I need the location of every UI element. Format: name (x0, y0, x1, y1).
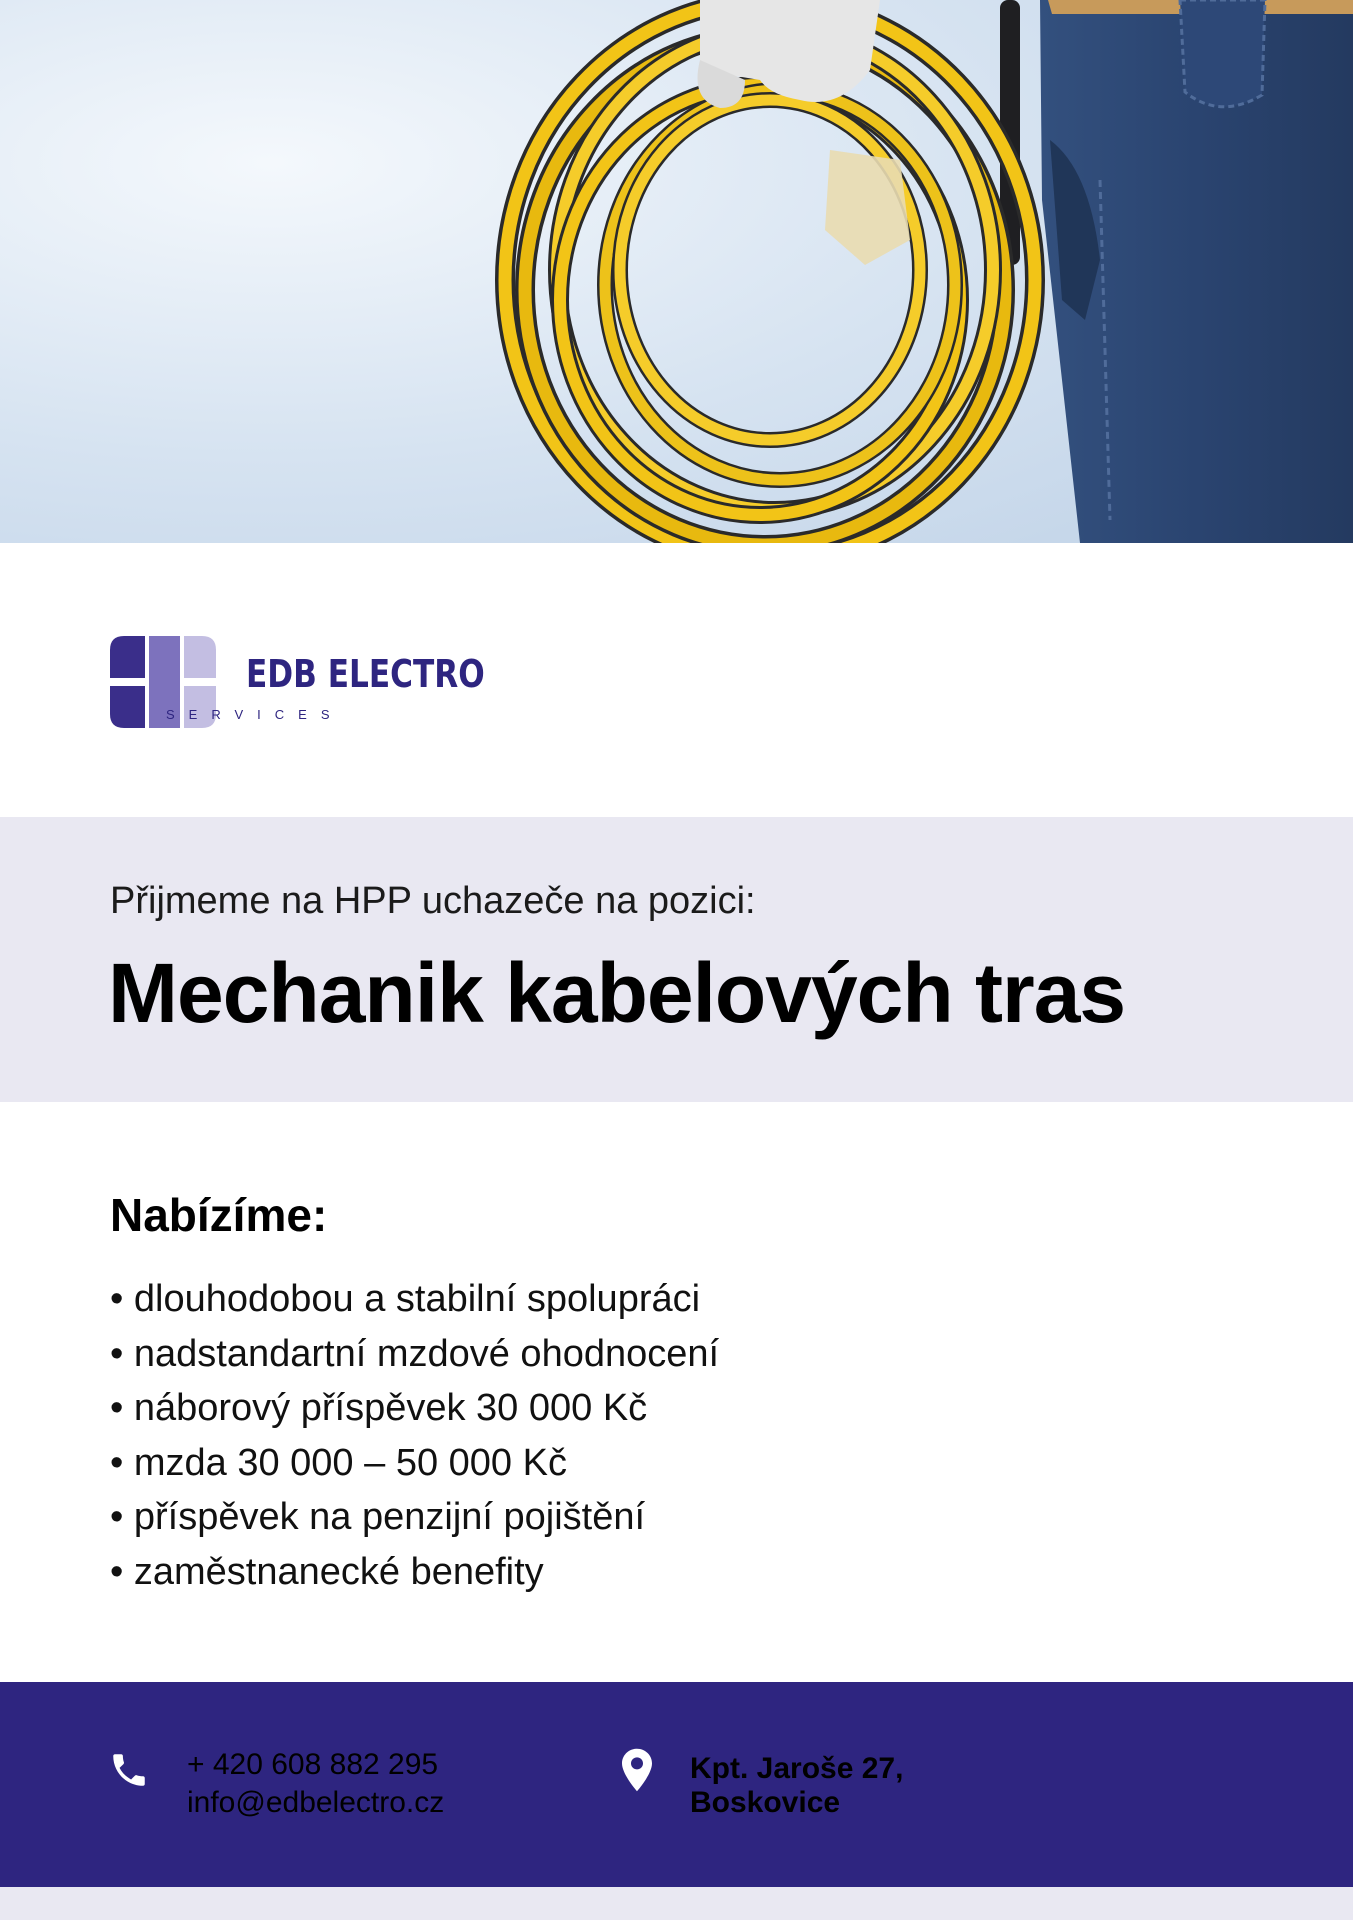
address-city: Boskovice (690, 1786, 841, 1819)
list-item: • náborový příspěvek 30 000 Kč (110, 1387, 648, 1429)
list-item: • nadstandartní mzdové ohodnocení (110, 1332, 720, 1375)
offer-heading: Nabízíme: (110, 1189, 328, 1241)
logo-name: EDB ELECTRO (246, 652, 485, 696)
logo-tagline: SERVICES (166, 707, 344, 722)
list-item: • zaměstnanecké benefity (110, 1550, 544, 1593)
list-item: • dlouhodobou a stabilní spolupráci (110, 1278, 701, 1320)
email-address[interactable]: info@edbelectro.cz (187, 1786, 445, 1819)
phone-number[interactable]: + 420 608 882 295 (187, 1748, 439, 1781)
address (690, 1752, 903, 1820)
phone-icon (108, 1748, 150, 1792)
hero-image (0, 0, 1353, 543)
bottom-strip (0, 1887, 1353, 1920)
list-item: • mzda 30 000 – 50 000 Kč (110, 1441, 567, 1484)
offer-list (110, 1272, 719, 1599)
address-street: Kpt. Jaroše 27, (690, 1752, 904, 1785)
location-pin-icon (622, 1748, 652, 1792)
intro-text: Přijmeme na HPP uchazeče na pozici: (110, 880, 756, 922)
list-item: • příspěvek na penzijní pojištění (110, 1496, 646, 1538)
job-title: Mechanik kabelových tras (108, 946, 1126, 1040)
contact-footer (0, 1682, 1353, 1887)
